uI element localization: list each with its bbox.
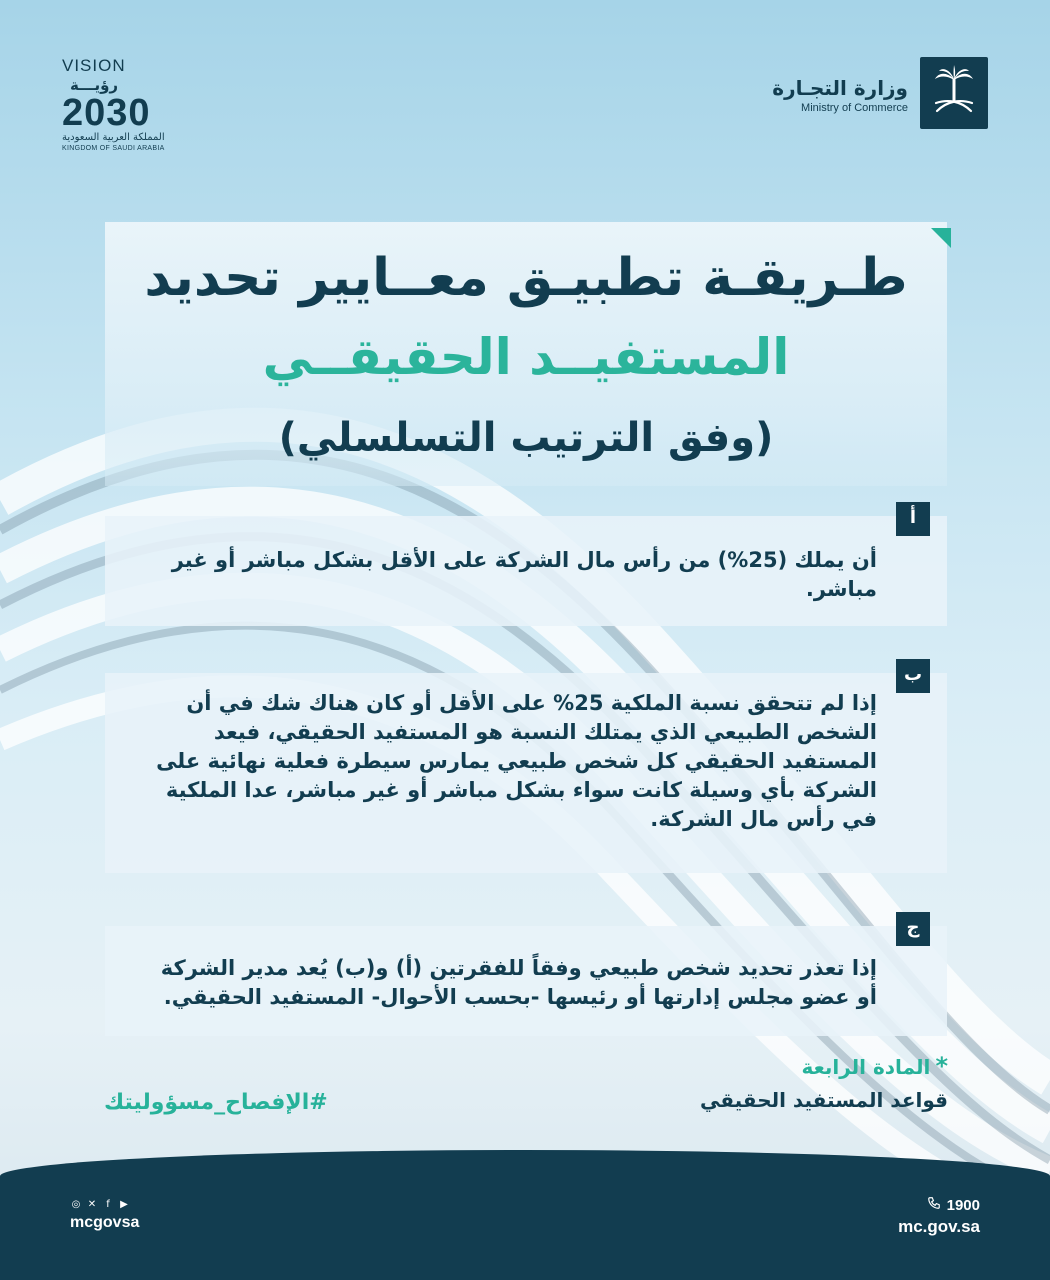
social-icons	[70, 1199, 130, 1211]
facebook-icon[interactable]: f	[106, 1199, 110, 1210]
clause-b	[105, 673, 947, 873]
page-subtitle: (وفق الترتيب التسلسلي)	[278, 415, 774, 461]
youtube-icon[interactable]: ▶	[120, 1199, 128, 1210]
page-title: طـريقـة تطبيـق معــايير تحديد	[144, 248, 908, 308]
clause-c-tag: ج	[896, 912, 930, 946]
vision-wordmark	[62, 56, 177, 94]
clause-b-tag: ب	[896, 659, 930, 693]
phone-contact[interactable]	[927, 1196, 980, 1214]
vision-2030-logo	[62, 56, 177, 154]
clause-a-tag: أ	[896, 502, 930, 536]
phone-number: 1900	[946, 1196, 980, 1214]
clause-c	[105, 926, 947, 1036]
clause-a	[105, 516, 947, 626]
ministry-name	[772, 76, 908, 114]
instagram-icon[interactable]: ◎	[71, 1199, 81, 1210]
x-icon[interactable]: ✕	[87, 1199, 97, 1210]
clause-b-text: إذا لم تتحقق نسبة الملكية 25% على الأقل أو كان هناك شك في أن الشخص الطبيعي الذي يمتلك النسبة هو المستفيد الحقيقي، فيعد المستفيد الحقيقي كل شخص طبيعي يمارس سيطرة فعلية نهائية على الشركة بأي وسيلة كانت سواء بشكل مباشر أو غير مباشر، عدا الملكية في رأس مال الشركة.	[156, 691, 877, 831]
article-heading: المادة الرابعة	[801, 1055, 931, 1079]
title-panel	[105, 222, 947, 486]
website-link[interactable]: mc.gov.sa	[898, 1217, 980, 1236]
social-handle[interactable]: mcgovsa	[70, 1214, 140, 1231]
asterisk-icon: *	[935, 1052, 948, 1080]
footer-bar	[0, 1150, 1050, 1280]
page-title-highlight: المستفيــد الحقيقــي	[262, 328, 790, 386]
clause-c-text: إذا تعذر تحديد شخص طبيعي وفقاً للفقرتين (أ) و(ب) يُعد مدير الشركة أو عضو مجلس إدارتها أو رئيسها -بحسب الأحوال- المستفيد الحقيقي.	[160, 956, 877, 1009]
hashtag: #الإفصاح_مسؤوليتك	[104, 1090, 328, 1115]
phone-icon	[927, 1196, 941, 1214]
vision-kingdom-en: KINGDOM OF SAUDI ARABIA	[62, 145, 165, 152]
vision-word-ar: رؤيـــة	[70, 76, 119, 94]
clause-a-text: أن يملك (25%) من رأس مال الشركة على الأقل بشكل مباشر أو غير مباشر.	[171, 548, 877, 601]
ministry-name-ar: وزارة التجـارة	[772, 76, 908, 100]
palm-swords-emblem-icon	[920, 57, 988, 129]
vision-word-en: VISION	[62, 56, 126, 75]
vision-kingdom-ar: المملكة العربية السعودية	[62, 132, 165, 143]
article-body: قواعد المستفيد الحقيقي	[700, 1088, 948, 1112]
ministry-name-en: Ministry of Commerce	[801, 102, 908, 114]
vision-year: 2030	[62, 92, 151, 134]
article-reference	[700, 1052, 948, 1112]
